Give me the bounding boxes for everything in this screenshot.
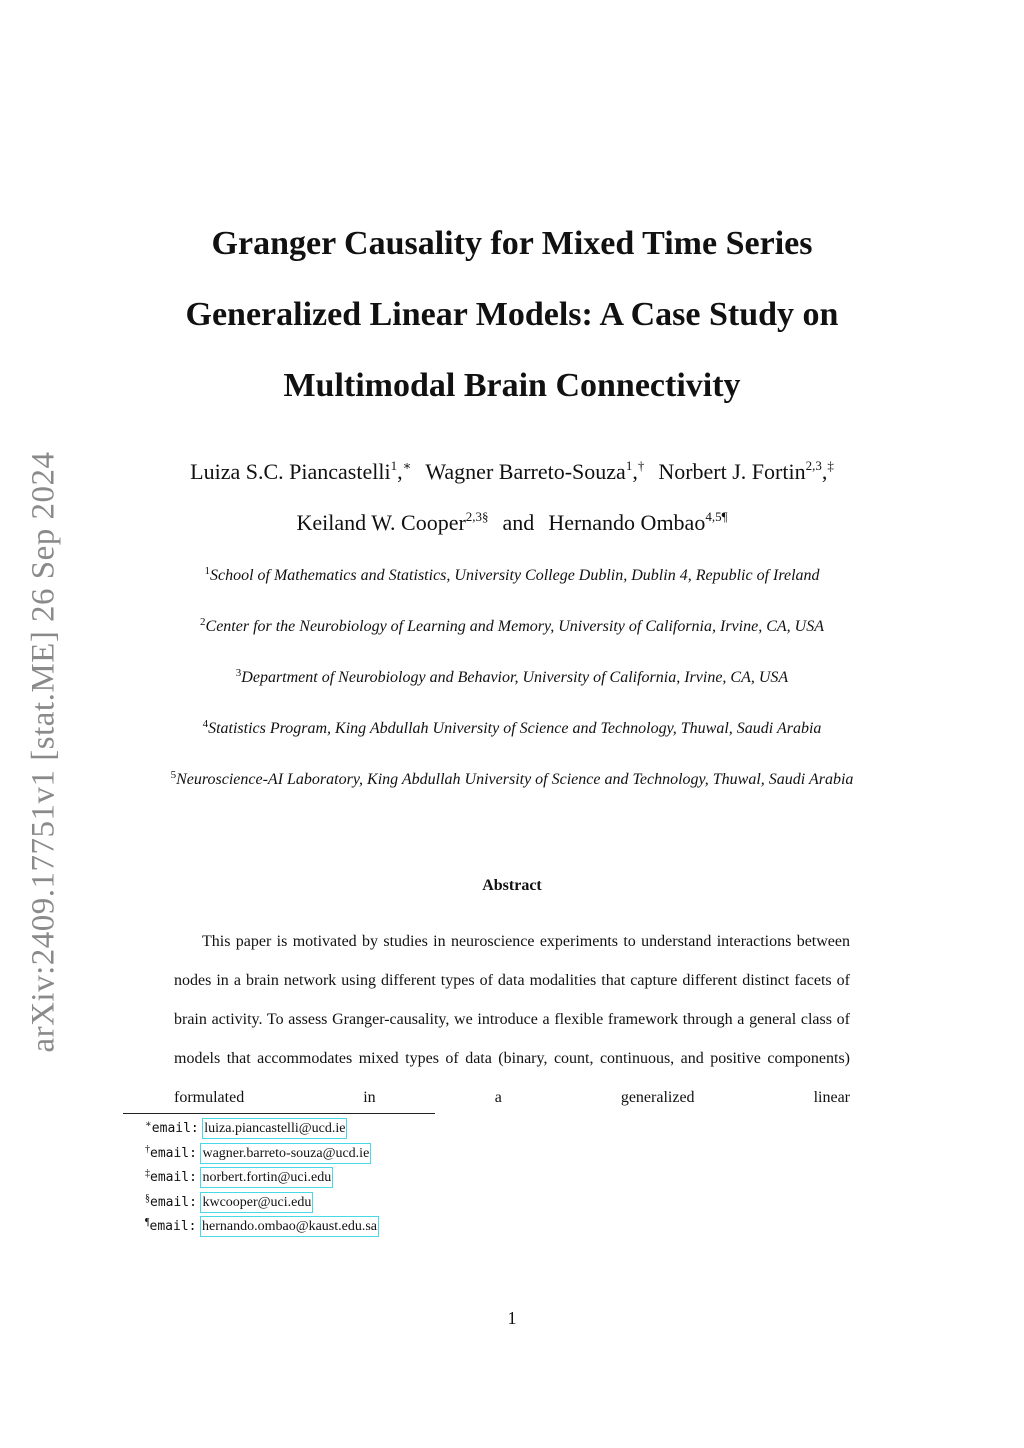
arxiv-stamp: arXiv:2409.17751v1 [stat.ME] 26 Sep 2024 <box>25 451 62 1053</box>
author-footnote-mark: ¶ <box>721 509 728 524</box>
affiliation-number: 5 <box>170 769 177 781</box>
footnote-label: email: <box>150 1194 197 1210</box>
footnote-5 <box>145 1216 379 1241</box>
affiliation-text: Department of Neurobiology and Behavior, University of California, Irvine, CA, USA <box>241 669 789 686</box>
footnote-3 <box>145 1167 379 1192</box>
email-link[interactable]: hernando.ombao@kaust.edu.sa <box>200 1216 379 1237</box>
author-name: Keiland W. Cooper <box>296 510 466 535</box>
title-line-3: Multimodal Brain Connectivity <box>283 367 741 404</box>
title-line-2: Generalized Linear Models: A Case Study on <box>185 296 839 333</box>
affiliation-number: 1 <box>204 565 210 577</box>
author-affil-sup: 4,5 <box>705 509 722 524</box>
author-separator: , <box>632 459 638 484</box>
footnote-2 <box>145 1143 379 1168</box>
author-separator: , <box>821 459 828 484</box>
affiliation-4 <box>0 718 1024 740</box>
footnote-label: email: <box>150 1145 197 1161</box>
author-footnote-mark: † <box>637 458 645 473</box>
authors-line-1 <box>0 458 1024 486</box>
email-link[interactable]: kwcooper@uci.edu <box>200 1192 313 1213</box>
footnote-label: email: <box>151 1121 199 1136</box>
affiliation-3 <box>0 667 1024 689</box>
abstract-heading: Abstract <box>482 877 542 894</box>
affiliation-text: Neuroscience-AI Laboratory, King Abdullah University of Science and Technology, Thuwal, Saudi Arabia <box>176 771 854 788</box>
footnote-mark: § <box>145 1192 150 1204</box>
affiliation-number: 4 <box>202 718 209 730</box>
author-footnote-mark: ∗ <box>402 458 412 473</box>
author-affil-sup: 2,3 <box>465 509 483 524</box>
author-name: Norbert J. Fortin <box>658 459 806 484</box>
abstract-body: This paper is motivated by studies in neuroscience experiments to understand interactions between nodes in a brain network using different types of data modalities that capture different distinct facets of brain activity. To assess Granger-causality, we introduce a flexible framework through a general class of models that accommodates mixed types of data (binary, count, continuous, and positive components) formulated in a generalized linear <box>174 933 850 1106</box>
affiliation-number: 2 <box>200 616 206 628</box>
author-footnote-mark: ‡ <box>827 458 834 473</box>
affiliation-5 <box>0 769 1024 791</box>
footnote-mark: ∗ <box>145 1119 152 1130</box>
footnote-mark: † <box>145 1143 150 1155</box>
author-name: Hernando Ombao <box>548 510 706 535</box>
affiliation-2 <box>0 616 1024 638</box>
authors-and: and <box>502 510 535 535</box>
affiliation-number: 3 <box>235 667 242 679</box>
footnote-mark: ‡ <box>145 1168 150 1179</box>
affiliation-text: School of Mathematics and Statistics, University College Dublin, Dublin 4, Republic of Ireland <box>209 567 820 584</box>
title-line-1: Granger Causality for Mixed Time Series <box>211 225 813 262</box>
author-affil-sup: 1 <box>390 458 398 473</box>
affiliation-text: Statistics Program, King Abdullah University of Science and Technology, Thuwal, Saudi Arabia <box>208 720 822 737</box>
author-affil-sup: 2,3 <box>805 458 822 473</box>
email-link[interactable]: luiza.piancastelli@ucd.ie <box>202 1118 347 1139</box>
authors-line-2 <box>0 509 1024 537</box>
email-link[interactable]: norbert.fortin@uci.edu <box>200 1167 333 1188</box>
email-link[interactable]: wagner.barreto-souza@ucd.ie <box>200 1143 371 1164</box>
footnote-label: email: <box>149 1219 197 1234</box>
author-affil-sup: 1 <box>625 458 633 473</box>
footnote-rule <box>123 1113 435 1114</box>
affiliation-text: Center for the Neurobiology of Learning and Memory, University of California, Irvine, CA, USA <box>205 618 824 635</box>
footnotes <box>145 1118 379 1241</box>
author-footnote-mark: § <box>482 509 489 524</box>
page-number: 1 <box>507 1308 517 1328</box>
author-separator: , <box>397 459 403 484</box>
author-name: Wagner Barreto-Souza <box>425 459 626 484</box>
footnote-4 <box>145 1192 379 1217</box>
author-name: Luiza S.C. Piancastelli <box>190 459 391 484</box>
footnote-mark: ¶ <box>145 1217 150 1228</box>
affiliation-1 <box>0 565 1024 587</box>
footnote-1 <box>145 1118 379 1143</box>
footnote-label: email: <box>150 1170 197 1185</box>
